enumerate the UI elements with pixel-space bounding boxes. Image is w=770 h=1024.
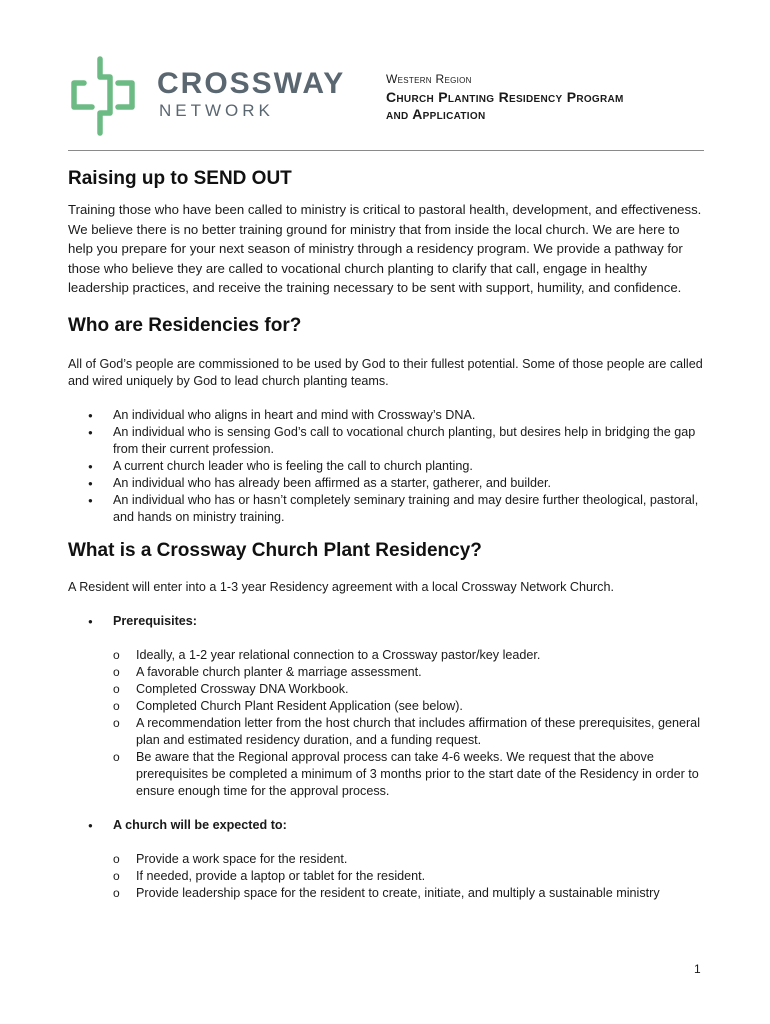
program-title [386, 89, 726, 123]
prerequisites-label: ● Prerequisites: [68, 613, 704, 630]
list-item: o Completed Crossway DNA Workbook. [68, 681, 704, 698]
list-item: ● An individual who has or hasn’t completely seminary training and may desire further theological, pastoral, and hands on ministry training. [68, 492, 704, 526]
list-item: o A favorable church planter & marriage assessment. [68, 664, 704, 681]
list-item: ● An individual who has already been affirmed as a starter, gatherer, and builder. [68, 475, 704, 492]
list-item: o Provide leadership space for the resident to create, initiate, and multiply a sustainable ministry [68, 885, 704, 902]
logo-wordmark-crossway: CROSSWAY [157, 67, 346, 100]
program-title-line1: Church Planting Residency Program [386, 89, 624, 105]
list-item: o Ideally, a 1-2 year relational connection to a Crossway pastor/key leader. [68, 647, 704, 664]
list-item: ● An individual who is sensing God’s call to vocational church planting, but desires help in bridging the gap from their current profession. [68, 424, 704, 458]
list-item: o If needed, provide a laptop or tablet for the resident. [68, 868, 704, 885]
list-item: o A recommendation letter from the host church that includes affirmation of these prerequisites, general plan and estimated residency duration, and a funding request. [68, 715, 704, 749]
crossway-network-logo [70, 55, 350, 137]
crossway-cross-icon [70, 55, 140, 137]
program-title-line2: and Application [386, 106, 486, 122]
what-intro-paragraph: A Resident will enter into a 1-3 year Residency agreement with a local Crossway Network Church. [68, 579, 614, 594]
header-divider [68, 150, 704, 151]
list-item: ● A current church leader who is feeling the call to church planting. [68, 458, 704, 475]
who-list [68, 407, 704, 526]
prerequisites-list [68, 647, 704, 800]
list-item: ● An individual who aligns in heart and mind with Crossway’s DNA. [68, 407, 704, 424]
section-heading-send-out: Raising up to SEND OUT [68, 168, 292, 189]
send-out-paragraph: Training those who have been called to ministry is critical to pastoral health, development, and effectiveness. We believe there is no better training ground for ministry that from inside the local church. We are here to help you prepare for your next season of ministry through a residency program. We provide a pathway for those who believe they are called to vocational church planting to clarify that call, engage in healthy leadership practices, and receive the training necessary to be sent with support, humility, and confidence. [68, 202, 702, 295]
church-expectations-label: ● A church will be expected to: [68, 817, 704, 834]
list-item: o Be aware that the Regional approval process can take 4-6 weeks. We request that the above prerequisites be completed a minimum of 3 months prior to the start date of the Residency in order to ensure enough time for the approval process. [68, 749, 704, 800]
logo-wordmark-network: NETWORK [159, 101, 274, 120]
list-item: o Provide a work space for the resident. [68, 851, 704, 868]
page-number: 1 [694, 962, 701, 976]
list-item: o Completed Church Plant Resident Application (see below). [68, 698, 704, 715]
document-body [68, 168, 704, 902]
who-intro-paragraph: All of God’s people are commissioned to be used by God to their fullest potential. Some of those people are called and wired uniquely by God to lead church planting teams. [68, 356, 703, 388]
church-expectations-list [68, 851, 704, 902]
region-label: Western Region [386, 72, 472, 86]
section-heading-who: Who are Residencies for? [68, 314, 302, 336]
section-heading-what: What is a Crossway Church Plant Residency? [68, 539, 482, 561]
program-header [386, 72, 726, 123]
